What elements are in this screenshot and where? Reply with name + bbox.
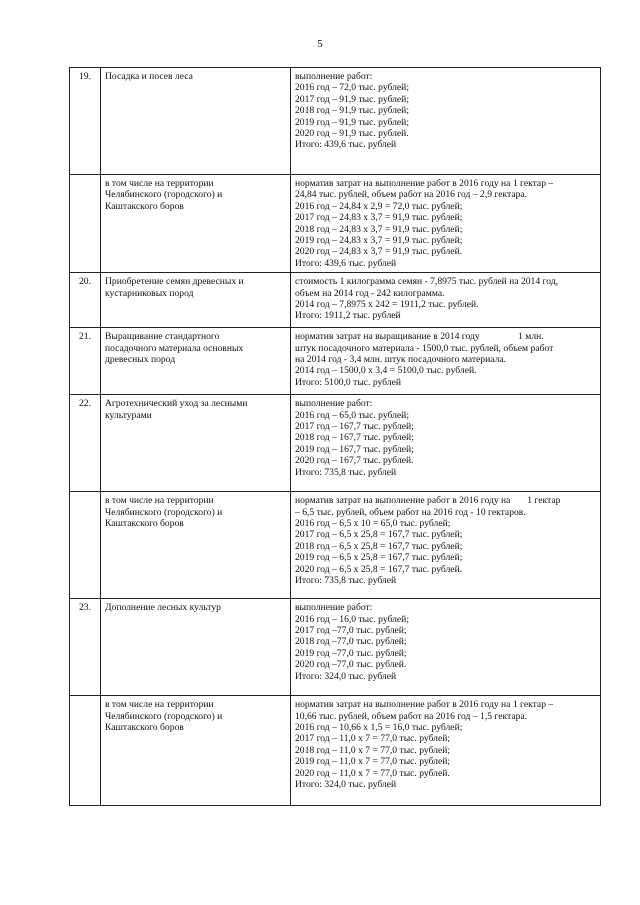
activity-name-line: кустарниковых пород [105,287,194,299]
activity-name-line: в том числе на территории [105,495,214,507]
activity-name-line: Агротехнический уход за лесными [105,398,248,410]
description-line: 2016 год – 6,5 х 10 = 65,0 тыс. рублей; [295,518,451,530]
table-row [70,175,601,273]
description-line: 2019 год – 11,0 х 7 = 77,0 тыс. рублей; [295,756,451,768]
description-line: выполнение работ: [295,71,373,82]
activity-description [291,395,601,492]
activity-name-line: посадочного материала основных [105,342,244,354]
description-line: 2017 год – 91,9 тыс. рублей; [295,93,409,105]
activity-name-line: древесных пород [105,354,176,366]
row-number: 19. [70,68,101,175]
activity-description [291,328,601,395]
description-line: 2017 год – 24,83 х 3,7 = 91,9 тыс. рублей; [295,212,463,224]
description-line: норматив затрат на выполнение работ в 2016 году на 1 гектар – [295,178,554,189]
description-line: 2019 год – 167,7 тыс. рублей; [295,443,414,455]
activity-description [291,175,601,273]
activity-name [101,599,291,696]
description-line: 2014 год – 7,8975 х 242 = 1911,2 тыс. рублей. [295,299,479,311]
activity-description [291,599,601,696]
activity-name-line: Каштакского боров [105,200,184,212]
activity-name-line: Приобретение семян древесных и [105,276,244,288]
activity-description [291,273,601,328]
activity-description [291,696,601,806]
description-line: 2020 год – 167,7 тыс. рублей. [295,455,414,467]
description-line: 2016 год – 16,0 тыс. рублей; [295,613,409,625]
description-line: Итого: 439,6 тыс. рублей [295,257,397,269]
description-line: 2016 год – 65,0 тыс. рублей; [295,409,409,421]
table-row [70,599,601,696]
description-line: стоимость 1 килограмма семян - 7,8975 тыс. рублей на 2014 год, [295,276,559,288]
table-row [70,273,601,328]
description-line: Итого: 439,6 тыс. рублей [295,139,397,151]
description-line: норматив затрат на выполнение работ в 2016 году на 1 гектар [295,495,561,507]
description-line: 2014 год – 1500,0 х 3,4 = 5100,0 тыс. рублей. [295,365,477,377]
activity-name [101,492,291,599]
activity-name [101,395,291,492]
description-line: 2019 год –77,0 тыс. рублей; [295,647,407,659]
activity-name [101,273,291,328]
description-line: 2017 год – 167,7 тыс. рублей; [295,421,414,433]
description-line: Итого: 324,0 тыс. рублей [295,779,397,791]
activity-name [101,68,291,175]
activity-name [101,328,291,395]
row-number: 20. [70,273,101,328]
description-line: 2018 год – 11,0 х 7 = 77,0 тыс. рублей; [295,744,451,756]
activities-table [69,67,601,806]
description-line: – 6,5 тыс. рублей, объем работ на 2016 год - 10 гектаров. [295,506,526,518]
activity-name-line: Челябинского (городского) и [105,506,223,518]
activity-name-line: в том числе на территории [105,178,214,189]
description-line: 2018 год – 24,83 х 3,7 = 91,9 тыс. рублей; [295,223,463,235]
page-number: 5 [317,38,323,50]
table-row [70,395,601,492]
activity-description [291,492,601,599]
description-line: выполнение работ: [295,602,373,614]
activity-name-line: Каштакского боров [105,518,184,530]
row-number: 21. [70,328,101,395]
description-line: 2016 год – 72,0 тыс. рублей; [295,82,409,94]
activity-name-line: Посадка и посев леса [105,71,193,82]
description-line: штук посадочного материала - 1500,0 тыс. рублей, объем работ [295,342,554,354]
description-line: 2017 год – 11,0 х 7 = 77,0 тыс. рублей; [295,733,451,745]
description-line: 2020 год – 24,83 х 3,7 = 91,9 тыс. рублей. [295,246,463,258]
activity-name-line: Выращивание стандартного [105,331,220,343]
description-line: 2018 год –77,0 тыс. рублей; [295,636,407,648]
activity-name-line: Каштакского боров [105,722,184,734]
description-line: 2016 год – 10,66 х 1,5 = 16,0 тыс. рублей; [295,722,463,734]
activity-name [101,696,291,806]
row-number: 23. [70,599,101,696]
row-number: 22. [70,395,101,492]
activity-description [291,68,601,175]
description-line: 2017 год – 6,5 х 25,8 = 167,7 тыс. рублей; [295,529,463,541]
row-number [70,175,101,273]
description-line: норматив затрат на выполнение работ в 2016 году на 1 гектар – [295,699,554,711]
description-line: Итого: 324,0 тыс. рублей [295,670,397,682]
activity-name-line: в том числе на территории [105,699,214,711]
description-line: 2019 год – 6,5 х 25,8 = 167,7 тыс. рублей; [295,552,463,564]
description-line: 2020 год – 11,0 х 7 = 77,0 тыс. рублей. [295,767,450,779]
description-line: 2019 год – 91,9 тыс. рублей; [295,116,409,128]
description-line: 10,66 тыс. рублей, объем работ на 2016 год – 1,5 гектара. [295,710,528,722]
description-line: Итого: 735,8 тыс. рублей [295,466,397,478]
row-number [70,492,101,599]
description-line: Итого: 1911,2 тыс. рублей [295,310,401,322]
activity-name-line: Челябинского (городского) и [105,189,223,201]
description-line: 2018 год – 167,7 тыс. рублей; [295,432,414,444]
table-row [70,696,601,806]
description-line: выполнение работ: [295,398,373,410]
description-line: на 2014 год - 3,4 млн. штук посадочного материала. [295,354,507,366]
description-line: 2019 год – 24,83 х 3,7 = 91,9 тыс. рублей; [295,235,463,247]
activity-name-line: Дополнение лесных культур [105,602,221,614]
description-line: Итого: 5100,0 тыс. рублей [295,376,401,388]
description-line: 24,84 тыс. рублей, объем работ на 2016 год – 2,9 гектара. [295,189,528,201]
description-line: 2018 год – 6,5 х 25,8 = 167,7 тыс. рублей; [295,540,463,552]
table-row [70,492,601,599]
description-line: 2016 год – 24,84 х 2,9 = 72,0 тыс. рублей; [295,200,463,212]
description-line: 2020 год – 6,5 х 25,8 = 167,7 тыс. рублей. [295,563,463,575]
description-line: 2020 год – 91,9 тыс. рублей. [295,128,409,140]
activity-name-line: культурами [105,409,152,421]
description-line: объем на 2014 год - 242 килограмма. [295,287,445,299]
table-row [70,68,601,175]
description-line: 2017 год –77,0 тыс. рублей; [295,625,407,637]
activity-name [101,175,291,273]
activity-name-line: Челябинского (городского) и [105,710,223,722]
description-line: норматив затрат на выращивание в 2014 году 1 млн. [295,331,544,343]
row-number [70,696,101,806]
description-line: Итого: 735,8 тыс. рублей [295,575,397,587]
description-line: 2018 год – 91,9 тыс. рублей; [295,105,409,117]
table-row [70,328,601,395]
description-line: 2020 год –77,0 тыс. рублей. [295,659,407,671]
